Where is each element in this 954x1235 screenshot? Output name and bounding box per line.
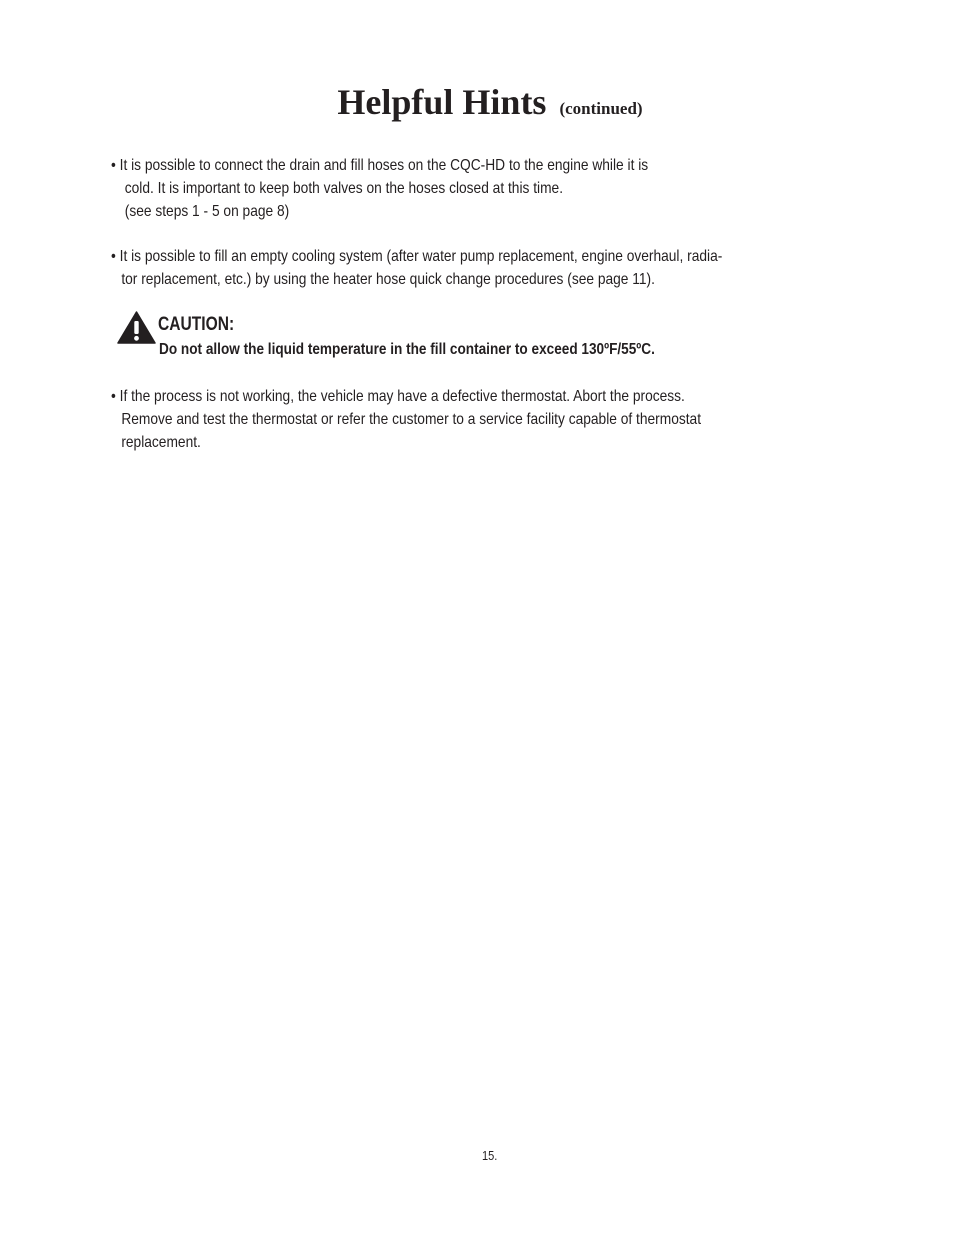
caution-text: Do not allow the liquid temperature in the fill container to exceed 130ºF/55ºC. bbox=[159, 341, 655, 358]
hint-line: • It is possible to fill an empty cooling system (after water pump replacement, engine overhaul, radia- bbox=[111, 248, 723, 265]
warning-triangle-icon bbox=[117, 311, 156, 344]
hint-line: cold. It is important to keep both valves on the hoses closed at this time. bbox=[124, 180, 564, 197]
hint-line: Remove and test the thermostat or refer the customer to a service facility capable of thermostat bbox=[121, 411, 702, 428]
hint-line: tor replacement, etc.) by using the heater hose quick change procedures (see page 11). bbox=[121, 271, 655, 288]
hint-line: (see steps 1 - 5 on page 8) bbox=[124, 203, 290, 220]
caution-label: CAUTION: bbox=[158, 314, 235, 335]
page-number: 15. bbox=[482, 1148, 498, 1163]
hint-item bbox=[111, 385, 701, 454]
hint-item bbox=[111, 154, 648, 223]
hint-line: • If the process is not working, the vehicle may have a defective thermostat. Abort the process. bbox=[111, 388, 685, 405]
hint-line: replacement. bbox=[121, 434, 201, 451]
title-main: Helpful Hints bbox=[337, 82, 547, 122]
hint-line: • It is possible to connect the drain and fill hoses on the CQC-HD to the engine while it is bbox=[111, 157, 649, 174]
page-title bbox=[0, 80, 954, 131]
title-subtitle: (continued) bbox=[559, 99, 643, 118]
hint-item bbox=[111, 245, 722, 291]
